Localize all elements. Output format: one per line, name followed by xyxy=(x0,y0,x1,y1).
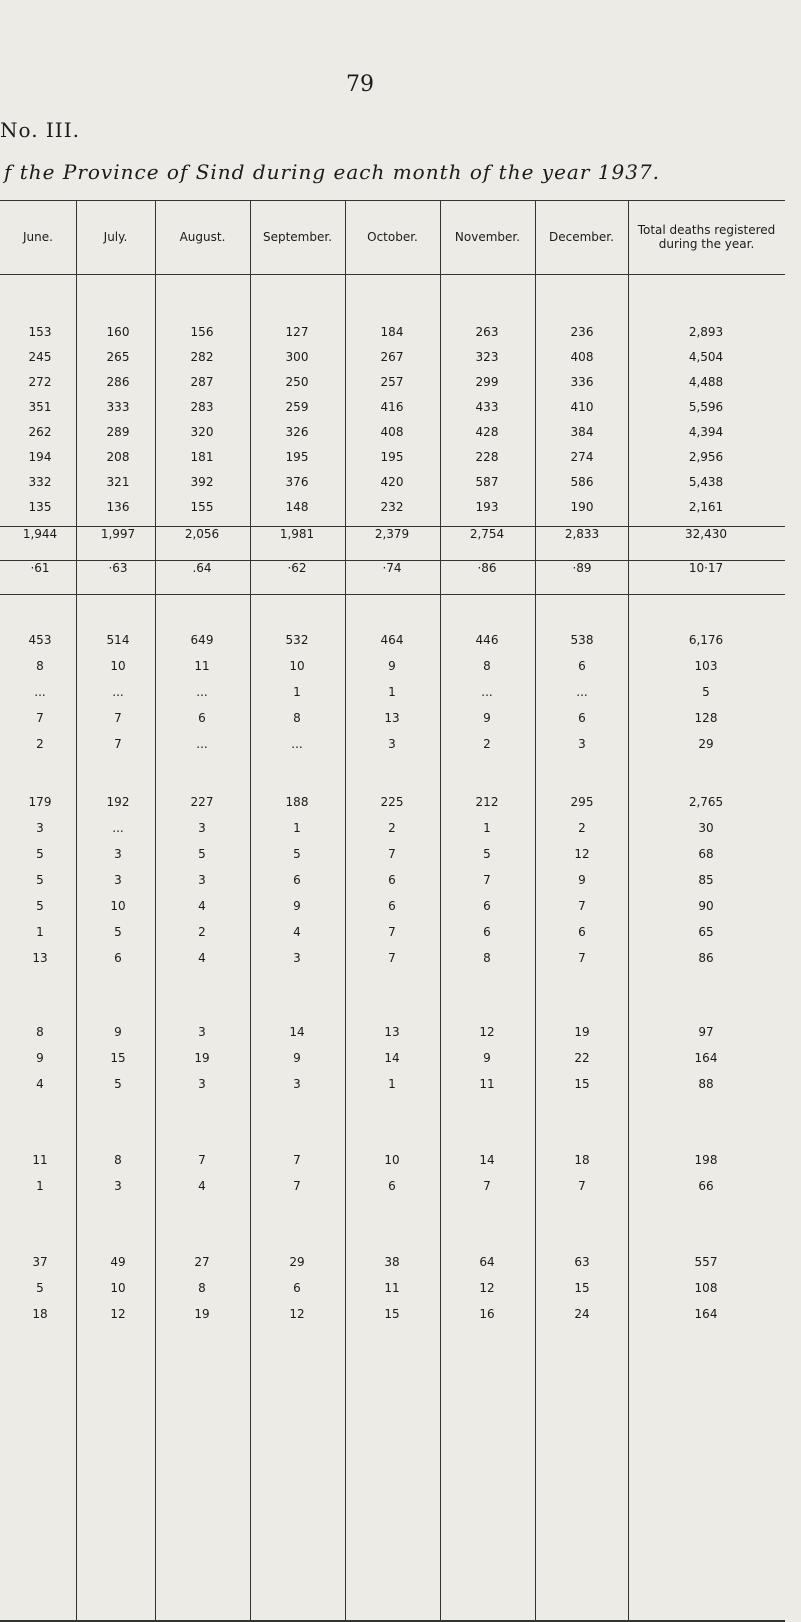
total-cell: 2,379 xyxy=(374,527,410,541)
table-cell: 408 xyxy=(570,350,594,364)
table-cell: 22 xyxy=(574,1051,590,1065)
table-cell: 37 xyxy=(32,1255,48,1269)
table-cell: 8 xyxy=(198,1281,206,1295)
table-cell: 453 xyxy=(28,633,52,647)
ratio-cell: ·86 xyxy=(477,561,497,575)
table-cell: 514 xyxy=(106,633,130,647)
table-cell: 5 xyxy=(36,899,44,913)
table-cell: 97 xyxy=(698,1025,714,1039)
total-cell: 2,056 xyxy=(184,527,220,541)
table-cell: 66 xyxy=(698,1179,714,1193)
table-cell: 164 xyxy=(694,1307,718,1321)
table-cell: 1 xyxy=(483,821,491,835)
table-cell: 2 xyxy=(36,737,44,751)
table-cell: 532 xyxy=(285,633,309,647)
table-cell: 332 xyxy=(28,475,52,489)
table-cell: 11 xyxy=(194,659,210,673)
table-cell: 6 xyxy=(293,1281,301,1295)
table-cell: 7 xyxy=(388,951,396,965)
table-cell: 2 xyxy=(578,821,586,835)
table-cell: 7 xyxy=(114,711,122,725)
table-cell: 3 xyxy=(36,821,44,835)
table-cell: 2,893 xyxy=(688,325,724,339)
column-rule xyxy=(250,200,251,1620)
table-cell: 13 xyxy=(384,1025,400,1039)
table-cell: 7 xyxy=(293,1153,301,1167)
ratio-cell: ·62 xyxy=(287,561,307,575)
table-cell: 14 xyxy=(479,1153,495,1167)
table-cell: 195 xyxy=(380,450,404,464)
table-cell: 7 xyxy=(483,1179,491,1193)
table-cell: 7 xyxy=(114,737,122,751)
table-cell: 1 xyxy=(36,925,44,939)
table-cell: 30 xyxy=(698,821,714,835)
table-cell: ... xyxy=(196,685,208,699)
table-cell: 5 xyxy=(36,873,44,887)
total-cell: 1,944 xyxy=(22,527,58,541)
table-cell: 4 xyxy=(293,925,301,939)
table-cell: 4,488 xyxy=(688,375,724,389)
table-cell: 18 xyxy=(32,1307,48,1321)
column-rule xyxy=(535,200,536,1620)
table-cell: 1 xyxy=(293,821,301,835)
table-cell: 179 xyxy=(28,795,52,809)
table-cell: 7 xyxy=(578,899,586,913)
table-cell: 1 xyxy=(388,1077,396,1091)
ratio-cell: ·89 xyxy=(572,561,592,575)
table-title: f the Province of Sind during each month of the year 1937. xyxy=(4,160,661,184)
table-cell: 433 xyxy=(475,400,499,414)
table-cell: 65 xyxy=(698,925,714,939)
table-cell: 5 xyxy=(702,685,710,699)
table-cell: 11 xyxy=(384,1281,400,1295)
table-cell: 12 xyxy=(479,1281,495,1295)
table-cell: 3 xyxy=(114,1179,122,1193)
table-cell: 188 xyxy=(285,795,309,809)
table-cell: 15 xyxy=(384,1307,400,1321)
table-cell: 228 xyxy=(475,450,499,464)
table-cell: ... xyxy=(291,737,303,751)
table-cell: 7 xyxy=(483,873,491,887)
table-cell: 164 xyxy=(694,1051,718,1065)
table-cell: 227 xyxy=(190,795,214,809)
table-cell: 156 xyxy=(190,325,214,339)
table-cell: 5,438 xyxy=(688,475,724,489)
table-cell: ... xyxy=(196,737,208,751)
table-cell: 5 xyxy=(483,847,491,861)
table-cell: 6 xyxy=(483,899,491,913)
table-cell: 587 xyxy=(475,475,499,489)
table-cell: ... xyxy=(576,685,588,699)
table-cell: 6 xyxy=(388,1179,396,1193)
table-cell: 257 xyxy=(380,375,404,389)
column-rule xyxy=(345,200,346,1620)
table-cell: 2,956 xyxy=(688,450,724,464)
table-cell: 2 xyxy=(388,821,396,835)
table-cell: 90 xyxy=(698,899,714,913)
table-cell: 2 xyxy=(483,737,491,751)
table-cell: 212 xyxy=(475,795,499,809)
table-cell: 4,504 xyxy=(688,350,724,364)
table-cell: 410 xyxy=(570,400,594,414)
table-cell: 12 xyxy=(574,847,590,861)
table-cell: 236 xyxy=(570,325,594,339)
table-cell: 6 xyxy=(578,711,586,725)
table-cell: 190 xyxy=(570,500,594,514)
table-cell: 7 xyxy=(578,951,586,965)
table-cell: 3 xyxy=(293,1077,301,1091)
table-cell: 198 xyxy=(694,1153,718,1167)
table-cell: 8 xyxy=(483,951,491,965)
row-rule xyxy=(0,274,785,275)
table-cell: 351 xyxy=(28,400,52,414)
table-cell: 5 xyxy=(293,847,301,861)
table-cell: 16 xyxy=(479,1307,495,1321)
table-cell: 4 xyxy=(36,1077,44,1091)
table-cell: 416 xyxy=(380,400,404,414)
table-cell: 263 xyxy=(475,325,499,339)
table-cell: 289 xyxy=(106,425,130,439)
total-cell: 2,833 xyxy=(564,527,600,541)
table-cell: 12 xyxy=(289,1307,305,1321)
column-header: September. xyxy=(262,230,333,244)
table-cell: 14 xyxy=(384,1051,400,1065)
total-cell: 32,430 xyxy=(685,527,727,541)
table-cell: 9 xyxy=(36,1051,44,1065)
table-cell: 420 xyxy=(380,475,404,489)
total-cell: 2,754 xyxy=(469,527,505,541)
table-cell: 103 xyxy=(694,659,718,673)
table-cell: ... xyxy=(112,821,124,835)
table-cell: 8 xyxy=(483,659,491,673)
column-rule xyxy=(440,200,441,1620)
table-cell: 250 xyxy=(285,375,309,389)
table-cell: 7 xyxy=(388,925,396,939)
table-cell: 7 xyxy=(36,711,44,725)
table-cell: 12 xyxy=(110,1307,126,1321)
table-cell: 286 xyxy=(106,375,130,389)
table-cell: 336 xyxy=(570,375,594,389)
table-cell: 300 xyxy=(285,350,309,364)
table-cell: 181 xyxy=(190,450,214,464)
table-cell: 15 xyxy=(574,1077,590,1091)
table-cell: 274 xyxy=(570,450,594,464)
total-cell: 1,981 xyxy=(279,527,315,541)
table-cell: 27 xyxy=(194,1255,210,1269)
table-cell: 193 xyxy=(475,500,499,514)
table-cell: 287 xyxy=(190,375,214,389)
table-cell: 155 xyxy=(190,500,214,514)
table-cell: 4 xyxy=(198,951,206,965)
table-cell: 2,161 xyxy=(688,500,724,514)
column-header: June. xyxy=(23,230,53,244)
table-cell: 3 xyxy=(578,737,586,751)
table-cell: 4,394 xyxy=(688,425,724,439)
table-cell: 649 xyxy=(190,633,214,647)
table-cell: 127 xyxy=(285,325,309,339)
table-cell: 6 xyxy=(483,925,491,939)
table-cell: 5 xyxy=(36,1281,44,1295)
table-cell: 88 xyxy=(698,1077,714,1091)
table-cell: 326 xyxy=(285,425,309,439)
table-cell: 9 xyxy=(483,711,491,725)
table-cell: 3 xyxy=(114,873,122,887)
table-cell: 11 xyxy=(479,1077,495,1091)
table-cell: 192 xyxy=(106,795,130,809)
table-cell: 18 xyxy=(574,1153,590,1167)
table-cell: 3 xyxy=(114,847,122,861)
table-cell: 3 xyxy=(198,873,206,887)
table-cell: 9 xyxy=(578,873,586,887)
table-cell: 10 xyxy=(384,1153,400,1167)
table-cell: 49 xyxy=(110,1255,126,1269)
table-cell: 8 xyxy=(293,711,301,725)
table-cell: 6 xyxy=(293,873,301,887)
ratio-cell: ·61 xyxy=(30,561,50,575)
table-cell: 9 xyxy=(114,1025,122,1039)
table-cell: 5 xyxy=(114,1077,122,1091)
table-cell: 24 xyxy=(574,1307,590,1321)
table-cell: 5 xyxy=(114,925,122,939)
table-cell: 13 xyxy=(32,951,48,965)
table-cell: ... xyxy=(481,685,493,699)
table-cell: 10 xyxy=(289,659,305,673)
table-cell: 194 xyxy=(28,450,52,464)
mortality-table xyxy=(0,200,785,1622)
table-cell: 19 xyxy=(574,1025,590,1039)
table-cell: 265 xyxy=(106,350,130,364)
column-header: Total deaths registered during the year. xyxy=(637,223,776,251)
table-cell: 11 xyxy=(32,1153,48,1167)
table-cell: 267 xyxy=(380,350,404,364)
ratio-cell: ·74 xyxy=(382,561,402,575)
column-header: July. xyxy=(103,230,128,244)
table-cell: 283 xyxy=(190,400,214,414)
total-cell: 1,997 xyxy=(100,527,136,541)
table-cell: 15 xyxy=(110,1051,126,1065)
table-cell: 295 xyxy=(570,795,594,809)
table-cell: 15 xyxy=(574,1281,590,1295)
table-cell: 428 xyxy=(475,425,499,439)
table-cell: 3 xyxy=(198,821,206,835)
table-cell: 2,765 xyxy=(688,795,724,809)
table-cell: 3 xyxy=(198,1077,206,1091)
table-cell: 1 xyxy=(36,1179,44,1193)
table-cell: 557 xyxy=(694,1255,718,1269)
table-cell: 262 xyxy=(28,425,52,439)
table-cell: 408 xyxy=(380,425,404,439)
table-cell: 184 xyxy=(380,325,404,339)
page-number: 79 xyxy=(346,72,374,97)
table-cell: 38 xyxy=(384,1255,400,1269)
table-cell: 148 xyxy=(285,500,309,514)
table-cell: 3 xyxy=(293,951,301,965)
table-cell: 8 xyxy=(36,1025,44,1039)
table-cell: 7 xyxy=(578,1179,586,1193)
column-header: November. xyxy=(454,230,521,244)
table-cell: 6 xyxy=(578,659,586,673)
table-cell: 19 xyxy=(194,1307,210,1321)
table-cell: 108 xyxy=(694,1281,718,1295)
table-cell: 9 xyxy=(388,659,396,673)
table-cell: 9 xyxy=(483,1051,491,1065)
table-cell: 195 xyxy=(285,450,309,464)
table-cell: 586 xyxy=(570,475,594,489)
table-cell: 86 xyxy=(698,951,714,965)
table-cell: 7 xyxy=(388,847,396,861)
table-cell: 6 xyxy=(198,711,206,725)
table-cell: 10 xyxy=(110,1281,126,1295)
table-cell: 12 xyxy=(479,1025,495,1039)
table-cell: 8 xyxy=(114,1153,122,1167)
table-cell: 2 xyxy=(198,925,206,939)
table-cell: 1 xyxy=(293,685,301,699)
table-cell: 333 xyxy=(106,400,130,414)
table-cell: 323 xyxy=(475,350,499,364)
table-cell: 10 xyxy=(110,659,126,673)
table-cell: 5 xyxy=(198,847,206,861)
table-cell: 6 xyxy=(388,873,396,887)
table-cell: 6 xyxy=(388,899,396,913)
table-cell: 4 xyxy=(198,1179,206,1193)
table-cell: 538 xyxy=(570,633,594,647)
table-cell: 272 xyxy=(28,375,52,389)
table-cell: 3 xyxy=(198,1025,206,1039)
table-cell: 3 xyxy=(388,737,396,751)
table-cell: 29 xyxy=(289,1255,305,1269)
table-cell: 29 xyxy=(698,737,714,751)
row-rule xyxy=(0,594,785,595)
table-cell: 7 xyxy=(198,1153,206,1167)
table-cell: 5,596 xyxy=(688,400,724,414)
table-cell: 19 xyxy=(194,1051,210,1065)
table-cell: 136 xyxy=(106,500,130,514)
table-cell: 245 xyxy=(28,350,52,364)
table-cell: 208 xyxy=(106,450,130,464)
table-cell: 446 xyxy=(475,633,499,647)
table-cell: 7 xyxy=(293,1179,301,1193)
column-header: October. xyxy=(367,230,418,244)
table-cell: 282 xyxy=(190,350,214,364)
table-cell: ... xyxy=(34,685,46,699)
table-cell: 135 xyxy=(28,500,52,514)
ratio-cell: .64 xyxy=(192,561,212,575)
table-cell: 8 xyxy=(36,659,44,673)
table-cell: 9 xyxy=(293,899,301,913)
table-cell: 299 xyxy=(475,375,499,389)
row-rule xyxy=(0,200,785,201)
table-cell: 128 xyxy=(694,711,718,725)
table-cell: 4 xyxy=(198,899,206,913)
table-cell: 68 xyxy=(698,847,714,861)
table-cell: 63 xyxy=(574,1255,590,1269)
table-cell: 6,176 xyxy=(688,633,724,647)
table-cell: 13 xyxy=(384,711,400,725)
column-rule xyxy=(628,200,629,1620)
table-cell: 1 xyxy=(388,685,396,699)
table-cell: 64 xyxy=(479,1255,495,1269)
table-cell: 392 xyxy=(190,475,214,489)
table-cell: 85 xyxy=(698,873,714,887)
table-cell: 10 xyxy=(110,899,126,913)
table-number: No. III. xyxy=(0,118,80,142)
table-cell: 464 xyxy=(380,633,404,647)
table-cell: 160 xyxy=(106,325,130,339)
table-cell: 5 xyxy=(36,847,44,861)
table-cell: 14 xyxy=(289,1025,305,1039)
table-cell: 6 xyxy=(114,951,122,965)
table-cell: 320 xyxy=(190,425,214,439)
table-cell: ... xyxy=(112,685,124,699)
column-header: August. xyxy=(179,230,226,244)
table-cell: 9 xyxy=(293,1051,301,1065)
table-cell: 232 xyxy=(380,500,404,514)
ratio-cell: 10·17 xyxy=(688,561,724,575)
ratio-cell: ·63 xyxy=(108,561,128,575)
table-cell: 376 xyxy=(285,475,309,489)
table-cell: 225 xyxy=(380,795,404,809)
table-cell: 6 xyxy=(578,925,586,939)
column-header: December. xyxy=(549,230,614,244)
table-cell: 259 xyxy=(285,400,309,414)
table-cell: 153 xyxy=(28,325,52,339)
table-cell: 384 xyxy=(570,425,594,439)
table-cell: 321 xyxy=(106,475,130,489)
